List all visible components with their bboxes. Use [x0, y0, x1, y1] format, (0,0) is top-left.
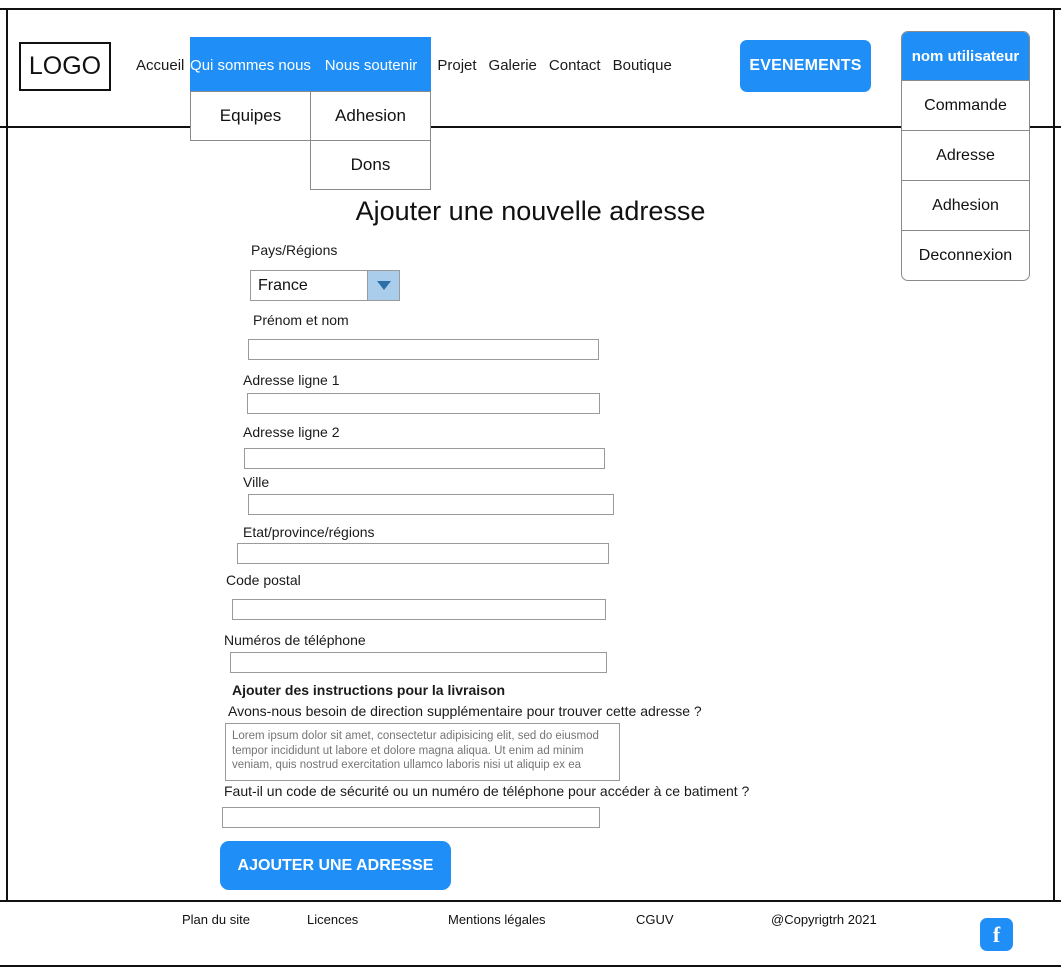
footer-link-cguv[interactable]: CGUV	[636, 912, 674, 927]
country-select-value: France	[258, 276, 308, 294]
footer-link-licences[interactable]: Licences	[307, 912, 359, 927]
state-input[interactable]	[237, 543, 609, 564]
evenements-button[interactable]: EVENEMENTS	[740, 40, 871, 92]
frame-border-bottom	[0, 965, 1061, 967]
city-input[interactable]	[248, 494, 614, 515]
frame-divider-top	[0, 8, 1061, 10]
security-input[interactable]	[222, 807, 600, 828]
address2-input[interactable]	[244, 448, 605, 469]
frame-border-left	[6, 8, 8, 900]
nav-item-qui-sommes-nous[interactable]: Qui sommes nous	[190, 37, 311, 94]
label-state: Etat/province/régions	[243, 524, 375, 540]
postal-input[interactable]	[232, 599, 606, 620]
fullname-input[interactable]	[248, 339, 599, 360]
label-address2: Adresse ligne 2	[243, 424, 340, 440]
footer-link-plan-du-site[interactable]: Plan du site	[182, 912, 250, 927]
user-menu-title[interactable]: nom utilisateur	[902, 32, 1029, 80]
label-instructions-title: Ajouter des instructions pour la livraison	[232, 682, 506, 698]
label-phone: Numéros de téléphone	[224, 632, 366, 648]
user-menu-item-adhesion[interactable]: Adhesion	[902, 180, 1029, 230]
phone-input[interactable]	[230, 652, 607, 673]
user-menu	[901, 31, 1030, 281]
label-country: Pays/Régions	[251, 242, 338, 258]
label-directions-question: Avons-nous besoin de direction supplémentaire pour trouver cette adresse ?	[228, 703, 702, 719]
facebook-icon[interactable]: f	[980, 918, 1013, 951]
instructions-textarea[interactable]	[225, 723, 620, 781]
add-address-button[interactable]: AJOUTER UNE ADRESSE	[220, 841, 451, 890]
label-security-question: Faut-il un code de sécurité ou un numéro de téléphone pour accéder à ce batiment ?	[224, 783, 750, 799]
user-menu-item-deconnexion[interactable]: Deconnexion	[902, 230, 1029, 280]
address1-input[interactable]	[247, 393, 600, 414]
label-postal: Code postal	[226, 572, 301, 588]
logo[interactable]: LOGO	[19, 42, 111, 91]
label-address1: Adresse ligne 1	[243, 372, 340, 388]
frame-border-right	[1053, 8, 1055, 900]
user-menu-item-commande[interactable]: Commande	[902, 80, 1029, 130]
nav-item-galerie[interactable]: Galerie	[488, 57, 537, 74]
submenu-item-equipes[interactable]: Equipes	[190, 91, 311, 141]
label-fullname: Prénom et nom	[253, 312, 349, 328]
submenu-item-adhesion[interactable]: Adhesion	[310, 91, 431, 141]
footer-copyright: @Copyrigtrh 2021	[771, 912, 877, 927]
country-select[interactable]	[250, 270, 400, 301]
page-title: Ajouter une nouvelle adresse	[355, 196, 706, 226]
footer-link-mentions-legales[interactable]: Mentions légales	[448, 912, 546, 927]
submenu-item-dons[interactable]: Dons	[310, 140, 431, 190]
chevron-down-icon[interactable]	[367, 271, 399, 300]
label-city: Ville	[243, 474, 270, 490]
nav-item-accueil[interactable]: Accueil	[136, 57, 185, 74]
nav-item-contact[interactable]: Contact	[548, 57, 601, 74]
nav-item-nous-soutenir[interactable]: Nous soutenir	[311, 37, 431, 94]
nav-item-projet[interactable]: Projet	[437, 57, 477, 74]
nav-item-boutique[interactable]: Boutique	[612, 57, 672, 74]
frame-divider-footer-top	[0, 900, 1061, 902]
user-menu-item-adresse[interactable]: Adresse	[902, 130, 1029, 180]
